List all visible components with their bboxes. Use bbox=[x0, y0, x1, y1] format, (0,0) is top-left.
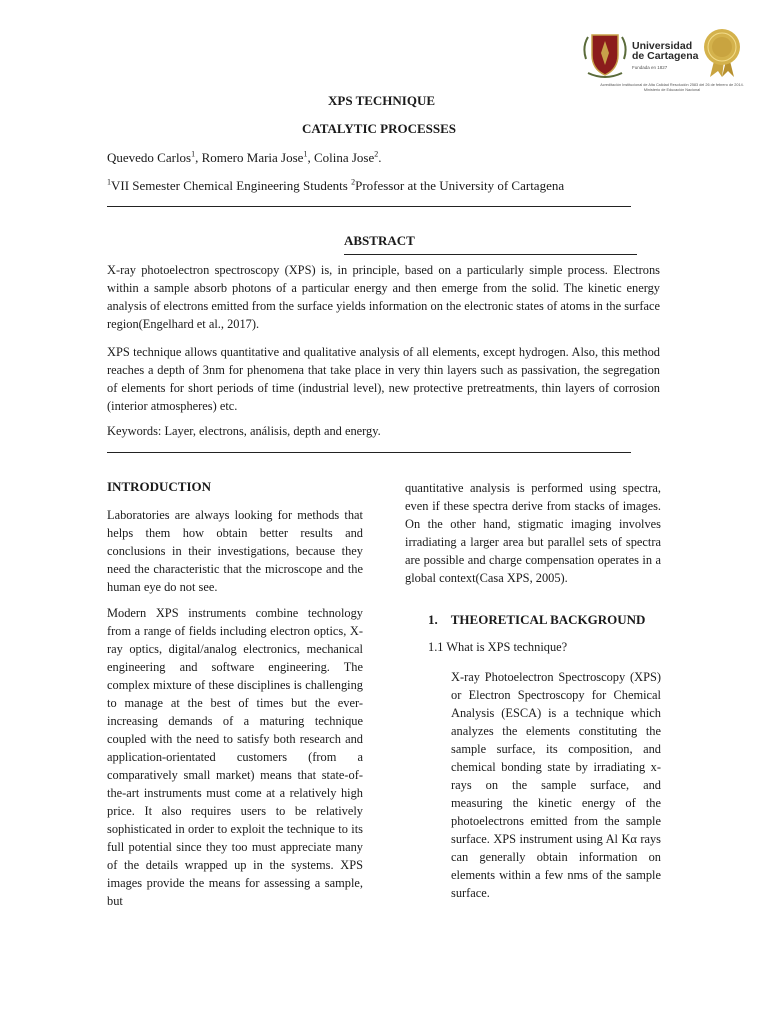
affiliations-line: $^1$VII Semester Chemical Engineering Students $^2$Professor at the University of Cartagena bbox=[107, 177, 565, 193]
accreditation-text: Acreditación Institucional de Alta Calidad Resolución 2583 del 26 de febrero de 2014. Ministerio de Educación Nacional bbox=[600, 83, 744, 92]
xps-definition-paragraph: X-ray Photoelectron Spectroscopy (XPS) or Electron Spectroscopy for Chemical Analysis (ESCA) is a technique which analyzes the elements constituting the sample surface, its composition, and chemical bonding state by irradiating x-rays on the sample surface, and measuring the kinetic energy of the photoelectrons emitted from the sample surface. XPS instrument using Al Kα rays can generally obtain information on elements within a few nms of the sample surface. bbox=[451, 670, 661, 900]
introduction-heading: INTRODUCTION bbox=[107, 479, 212, 494]
paper-title: XPS TECHNIQUE bbox=[328, 93, 436, 108]
abstract-divider bbox=[107, 452, 631, 453]
subsection-heading: 1.1 What is XPS technique? bbox=[428, 640, 568, 654]
accreditation-seal-icon bbox=[702, 27, 742, 79]
abstract-paragraph-1: X-ray photoelectron spectroscopy (XPS) is, in principle, based on a particularly simple process. Electrons within a sample absorb photons of a particular energy and then emerge from the solid. The kinetic energy analysis of electrons emitted from the surface yields information on the electronic states of atoms in the surface region(Engelhard et al., 2017). bbox=[107, 263, 660, 331]
abstract-heading: ABSTRACT bbox=[344, 233, 415, 248]
theoretical-background-heading: 1. THEORETICAL BACKGROUND bbox=[428, 612, 646, 627]
header-divider bbox=[107, 206, 631, 207]
keywords: Keywords: Layer, electrons, análisis, depth and energy. bbox=[107, 424, 381, 438]
university-name: Universidad de Cartagena bbox=[632, 40, 699, 62]
abstract-paragraph-2: XPS technique allows quantitative and qualitative analysis of all elements, except hydrogen. Also, this method reaches a depth of 3nm for phenomena that take place in very thin layers such as passivation, the segregation of elements for short periods of time (industrial level), new protective pretreatments, thin layers of corrosion (interior atmospheres) etc. bbox=[107, 345, 660, 413]
university-crest-icon bbox=[582, 29, 628, 81]
authors-line: Quevedo Carlos$^1$, Romero Maria Jose$^1$, Colina Jose$^2$. bbox=[107, 149, 382, 165]
university-logo bbox=[582, 25, 744, 95]
introduction-paragraph-1: Laboratories are always looking for methods that helps them how obtain better results and conclusions in their investigations, because they need the characteristic that the microscope and the human eye do not see. bbox=[107, 508, 363, 594]
introduction-paragraph-2: Modern XPS instruments combine technology from a range of fields including electron optics, X-ray optics, digital/analog electronics, mechanical engineering and software engineering. The complex mixture of these disciplines is challenging to manage at the best of times but the ever-increasing demands of a maturing technique coupled with the need to satisfy both research and application-orientated customers (from a comparatively small market) means that state-of-the-art instruments must come at a relatively high price. It also requires users to be relatively sophisticated in order to exploit the technique to its full potential since they too must appreciate many of the details wrapped up in the systems. XPS images provide the means for assessing a sample, but bbox=[107, 606, 363, 908]
paper-subtitle: CATALYTIC PROCESSES bbox=[302, 121, 457, 136]
abstract-underline bbox=[344, 254, 637, 255]
right-column-paragraph-1: quantitative analysis is performed using spectra, even if these spectra derive from stacks of images. On the other hand, stigmatic imaging involves irradiating a larger area but parallel sets of spectra are possible and charge compensation operates in a global context(Casa XPS, 2005). bbox=[405, 481, 661, 585]
university-founded: Fundada en 1827 bbox=[632, 65, 668, 70]
